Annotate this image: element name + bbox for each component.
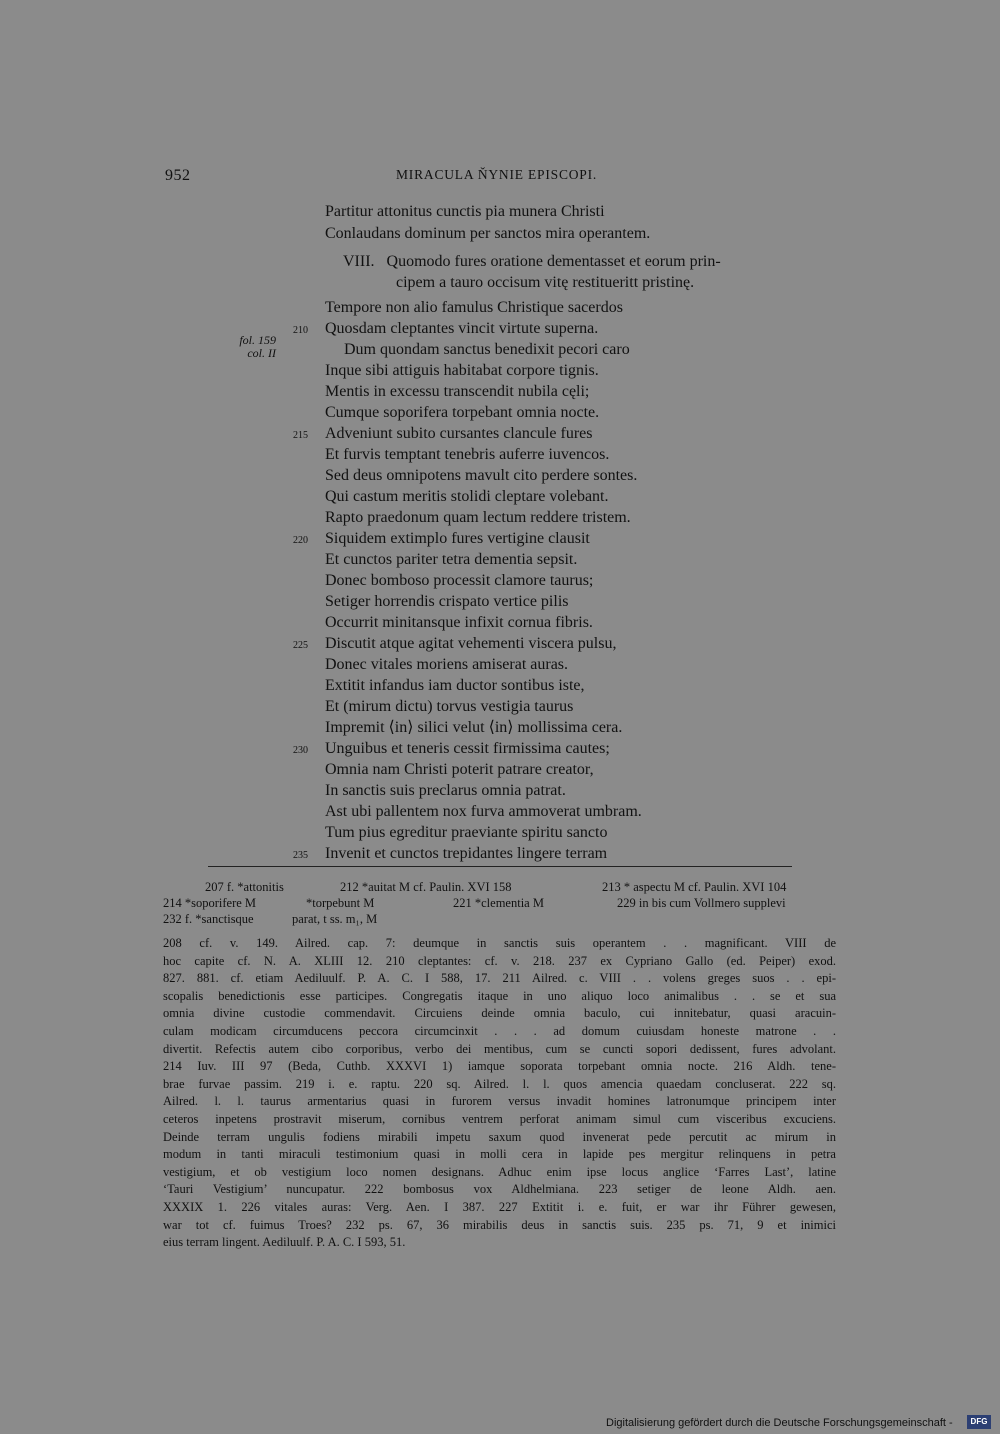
note-line: culam modicam circumducens peccora circumcinxit . . . ad domum cuiusdam honeste matrone . . bbox=[163, 1023, 836, 1038]
apparatus-entry: 212 *auitat M cf. Paulin. XVI 158 bbox=[340, 880, 512, 894]
dfg-logo[interactable]: DFG bbox=[967, 1415, 991, 1429]
note-line: ceteros inpetens prostravit miserum, cornibus ventrem perforat animam simul cum visceribus excuciens. bbox=[163, 1111, 836, 1126]
note-line: 827. 881. cf. etiam Aediluulf. P. A. C. I 588, 17. 211 Ailred. c. VIII . . volens greges suos . . epi- bbox=[163, 971, 836, 986]
note-line: brae furvae passim. 219 i. e. raptu. 220 sq. Ailred. l. l. quos amencia quaedam concluserat. 222 sq. bbox=[163, 1076, 836, 1091]
line-number: 235 bbox=[293, 850, 308, 861]
note-line: XXXIX 1. 226 vitales auras: Verg. Aen. I 387. 227 Extitit i. e. fuit, er war ihr Führer gewesen, bbox=[163, 1199, 836, 1214]
margin-note bbox=[210, 334, 276, 360]
chapter-number: VIII. bbox=[343, 253, 375, 270]
verse-line: Tempore non alio famulus Christique sacerdos bbox=[325, 299, 623, 316]
verse-line: Invenit et cunctos trepidantes lingere terram bbox=[325, 845, 608, 862]
verse-line: Rapto praedonum quam lectum reddere tristem. bbox=[325, 509, 631, 526]
line-number: 215 bbox=[293, 430, 308, 441]
digitization-credit: Digitalisierung gefördert durch die Deutsche Forschungsgemeinschaft - bbox=[606, 1417, 953, 1429]
note-line: divertit. Refectis autem cibo corporibus, verbo dei mentibus, cum se cuncti sopori dedissent, fures advolant. bbox=[163, 1041, 836, 1056]
commentary-notes bbox=[163, 935, 836, 1252]
verse-line: Conlaudans dominum per sanctos mira operantem. bbox=[325, 225, 651, 242]
verse-line: In sanctis suis preclarus omnia patrat. bbox=[325, 782, 566, 799]
line-number: 210 bbox=[293, 325, 308, 336]
verse-line: Impremit ⟨in⟩ silici velut ⟨in⟩ mollissima cera. bbox=[325, 719, 623, 736]
apparatus-entry: 229 in bis cum Vollmero supplevi bbox=[617, 896, 786, 910]
verse-line: Donec vitales moriens amiserat auras. bbox=[325, 656, 569, 673]
apparatus-entry: *torpebunt M bbox=[306, 896, 375, 910]
margin-note-column: col. II bbox=[247, 346, 276, 360]
verse-line: Mentis in excessu transcendit nubila cęli; bbox=[325, 383, 590, 400]
verse-line: Adveniunt subito cursantes clancule fures bbox=[325, 425, 593, 442]
verse-line: Donec bomboso processit clamore taurus; bbox=[325, 572, 594, 589]
apparatus-entry: 213 * aspectu M cf. Paulin. XVI 104 bbox=[602, 880, 787, 894]
line-number: 225 bbox=[293, 640, 308, 651]
verse-line: Sed deus omnipotens mavult cito perdere sontes. bbox=[325, 467, 638, 484]
verse-line: Qui castum meritis stolidi cleptare volebant. bbox=[325, 488, 609, 505]
note-line: eius terram lingent. Aediluulf. P. A. C. I 593, 51. bbox=[163, 1235, 406, 1250]
chapter-title-line1: Quomodo fures oratione dementasset et eorum prin- bbox=[386, 253, 721, 270]
note-line: 214 Iuv. III 97 (Beda, Cuthb. XXXVI 1) iamque soporata torpebant omnia nocte. 216 Aldh. tene- bbox=[163, 1059, 836, 1074]
verse-line: Partitur attonitus cunctis pia munera Christi bbox=[325, 203, 605, 220]
verse-line: Occurrit minitansque infixit cornua fibris. bbox=[325, 614, 593, 631]
line-number: 230 bbox=[293, 745, 308, 756]
note-line: vestigium, et ob vestigium loco nomen designans. Adhuc enim ipse locus anglice ‘Farres Last’, latine bbox=[163, 1164, 836, 1179]
chapter-heading bbox=[343, 252, 721, 272]
footnote-rule bbox=[208, 866, 792, 867]
verse-line: Discutit atque agitat vehementi viscera pulsu, bbox=[325, 635, 617, 652]
page-number: 952 bbox=[165, 167, 191, 184]
note-line: Deinde terram ungulis fodiens mirabili impetu saxum quod invenerat pede percutit ac mirum in bbox=[163, 1129, 836, 1144]
verse-line: Cumque soporifera torpebant omnia nocte. bbox=[325, 404, 600, 421]
verse-line: Ast ubi pallentem nox furva ammoverat umbram. bbox=[325, 803, 642, 820]
note-line: 208 cf. v. 149. Ailred. cap. 7: deumque in sanctis suis operantem . . magnificant. VIII de bbox=[163, 936, 836, 950]
note-line: ‘Tauri Vestigium’ nuncupatur. 222 bombosus vox Aldhelmiana. 223 setiger de leone Aldh. aen. bbox=[163, 1182, 836, 1197]
verse-line: Et furvis temptant tenebris auferre iuvencos. bbox=[325, 446, 610, 463]
note-line: war tot cf. fuimus Troes? 232 ps. 67, 36 mirabilis deus in sanctis suis. 235 ps. 71, 9 et inimici bbox=[163, 1217, 836, 1232]
margin-note-folio: fol. 159 bbox=[239, 333, 276, 347]
apparatus-entry: 214 *soporifere M bbox=[163, 896, 257, 910]
line-number: 220 bbox=[293, 535, 308, 546]
verse-line: Setiger horrendis crispato vertice pilis bbox=[325, 593, 569, 610]
verse-line: Inque sibi attiguis habitabat corpore tignis. bbox=[325, 362, 599, 379]
apparatus-entry: 232 f. *sanctisque bbox=[163, 912, 254, 926]
apparatus-entry: 221 *clementia M bbox=[453, 896, 544, 910]
note-line: Ailred. l. l. taurus armentarius quasi in furorem versus invadit homines latronumque principem inter bbox=[163, 1094, 836, 1109]
note-line: hoc capite cf. N. A. XLIII 12. 210 cleptantes: cf. v. 218. 237 ex Cypriano Gallo (ed. Peiper) exod. bbox=[163, 953, 836, 968]
chapter-title-line2: cipem a tauro occisum vitę restitueritt pristinę. bbox=[396, 274, 695, 291]
note-line: modum in tanti miraculi testimonium quasi in molli cera in lapide pes mergitur relinquens in petra bbox=[163, 1147, 836, 1162]
apparatus-entry: parat, t ss. m₁, M bbox=[292, 912, 378, 926]
verse-line: Dum quondam sanctus benedixit pecori caro bbox=[344, 341, 630, 358]
verse-line: Siquidem extimplo fures vertigine clausit bbox=[325, 530, 590, 547]
verse-line: Omnia nam Christi poterit patrare creator, bbox=[325, 761, 594, 778]
verse-line: Tum pius egreditur praeviante spiritu sancto bbox=[325, 824, 608, 841]
verse-line: Unguibus et teneris cessit firmissima cautes; bbox=[325, 740, 610, 757]
verse-line: Extitit infandus iam ductor sontibus iste, bbox=[325, 677, 585, 694]
verse-line: Et (mirum dictu) torvus vestigia taurus bbox=[325, 698, 574, 715]
note-line: scopalis benedictionis esse participes. Congregatis itaque in uno aliquo loco animalibus . . se et sua bbox=[163, 988, 836, 1003]
running-head: MIRACULA ŇYNIE EPISCOPI. bbox=[396, 167, 598, 182]
verse-line: Et cunctos pariter tetra dementia sepsit. bbox=[325, 551, 578, 568]
apparatus-entry: 207 f. *attonitis bbox=[205, 880, 284, 894]
note-line: omnia divine custodie commendavit. Circuiens deinde omnia baculo, cui innitebatur, quasi aracuin- bbox=[163, 1006, 836, 1021]
verse-line: Quosdam cleptantes vincit virtute superna. bbox=[325, 320, 599, 337]
